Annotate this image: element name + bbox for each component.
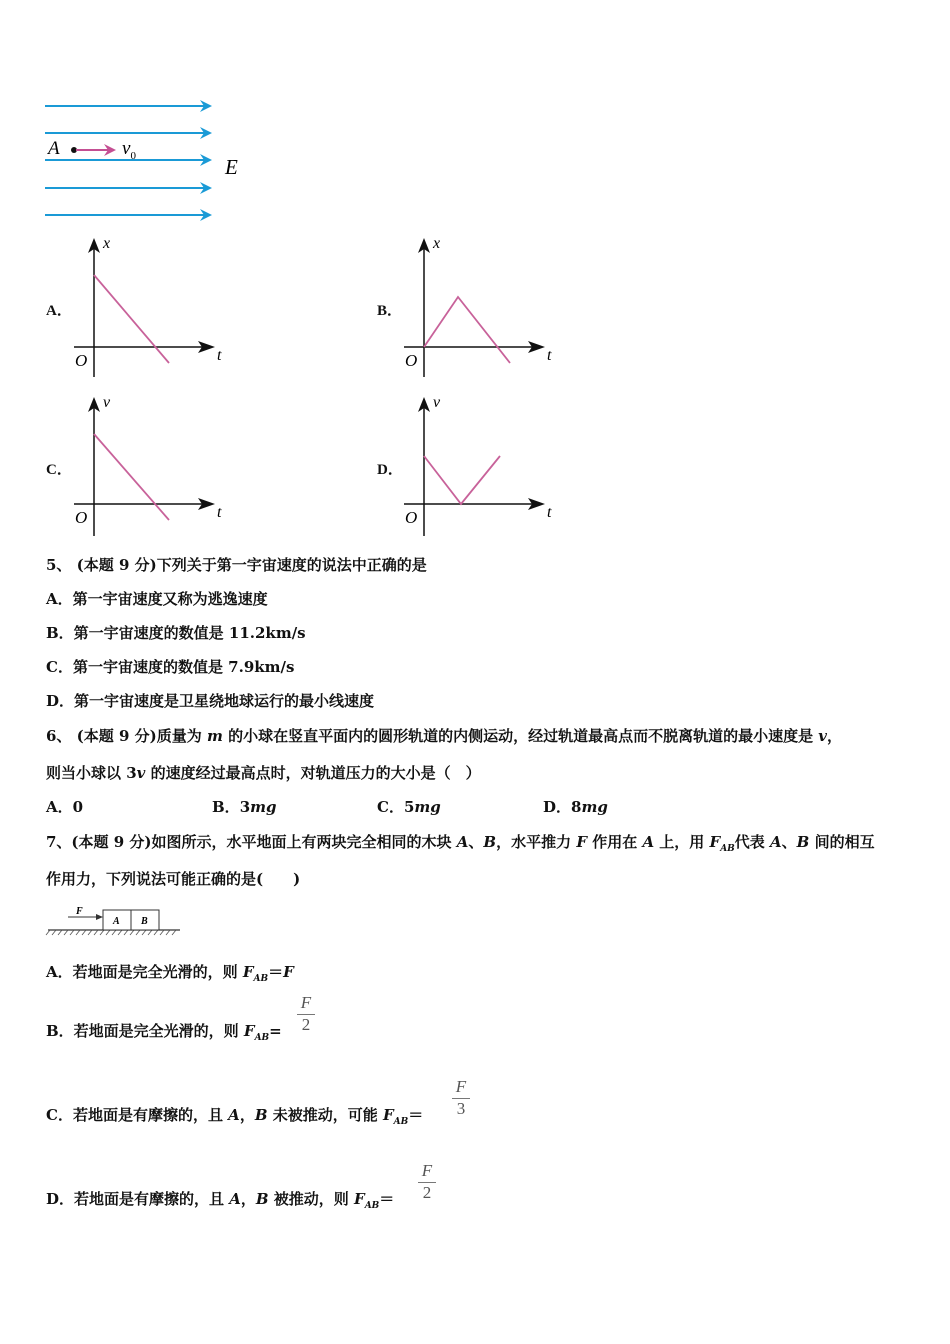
q7-option-b-fraction: $\frac{F}{2}$: [297, 993, 315, 1035]
svg-text:t: t: [217, 504, 222, 521]
svg-text:B: B: [141, 916, 148, 927]
svg-text:O: O: [405, 508, 418, 527]
electric-field-figure: [40, 92, 260, 232]
svg-text:O: O: [75, 508, 88, 527]
blocks-figure: [44, 902, 184, 938]
graph-option-d[interactable]: [400, 392, 560, 540]
q7-stem-line1: 7、(本题 9 分)如图所示，水平地面上有两块完全相同的木块 A、B，水平推力 F 作用在 A 上，用 $F_{AB}$代表 A、B 间的相互: [46, 833, 875, 854]
svg-text:v: v: [433, 394, 441, 411]
q6-stem-line1: 6、 (本题 9 分)质量为 m 的小球在竖直平面内的圆形轨道的内侧运动，经过轨道最高点而不脱离轨道的最小速度是 v，: [46, 727, 843, 745]
svg-text:t: t: [217, 347, 222, 364]
svg-text:O: O: [405, 351, 418, 370]
velocity-label: $v_0$: [122, 138, 136, 162]
graph-a-line: [94, 275, 169, 363]
graph-b-line: [424, 297, 510, 363]
field-lines: [45, 106, 210, 215]
svg-text:t: t: [547, 504, 552, 521]
svg-text:F: F: [76, 906, 83, 917]
svg-text:x: x: [103, 235, 111, 252]
svg-text:A: A: [113, 916, 120, 927]
svg-text:v: v: [103, 394, 111, 411]
graph-c-line: [94, 434, 169, 520]
q7-option-d[interactable]: D．若地面是有摩擦的，且 A，B 被推动，则 $F_{AB}=$: [46, 1190, 395, 1211]
graph-option-a[interactable]: [70, 233, 230, 381]
q4-option-b-label[interactable]: B．: [377, 303, 403, 319]
q6-option-a[interactable]: A．0: [46, 798, 84, 816]
q4-option-c-label[interactable]: C．: [46, 462, 72, 478]
svg-text:t: t: [547, 347, 552, 364]
q5-stem: 5、 (本题 9 分)下列关于第一宇宙速度的说法中正确的是: [46, 556, 427, 574]
q5-option-a[interactable]: A．第一宇宙速度又称为逃逸速度: [46, 590, 268, 608]
q5-option-d[interactable]: D．第一宇宙速度是卫星绕地球运行的最小线速度: [46, 692, 375, 710]
point-label: A: [48, 138, 60, 159]
q6-option-b[interactable]: B．3mg: [212, 798, 277, 816]
q7-stem-line2: 作用力，下列说法可能正确的是( ): [46, 870, 301, 888]
q6-stem-line2: 则当小球以 3v 的速度经过最高点时，对轨道压力的大小是（ ）: [46, 764, 481, 782]
q7-option-b[interactable]: B．若地面是完全光滑的，则 $F_{AB}=$: [46, 1022, 282, 1043]
q4-option-a-label[interactable]: A．: [46, 303, 72, 319]
q7-option-c[interactable]: C．若地面是有摩擦的，且 A，B 未被推动，可能 $F_{AB}=$: [46, 1106, 424, 1127]
graph-option-b[interactable]: [400, 233, 560, 381]
q6-option-c[interactable]: C．5mg: [377, 798, 441, 816]
q7-option-d-fraction: $\frac{F}{2}$: [418, 1161, 436, 1203]
graph-d-line: [424, 456, 500, 504]
svg-text:O: O: [75, 351, 88, 370]
q7-option-c-fraction: $\frac{F}{3}$: [452, 1077, 470, 1119]
q5-option-c[interactable]: C．第一宇宙速度的数值是 7.9km/s: [46, 658, 295, 676]
q4-option-d-label[interactable]: D．: [377, 462, 403, 478]
graph-option-c[interactable]: [70, 392, 230, 540]
q5-option-b[interactable]: B．第一宇宙速度的数值是 11.2km/s: [46, 624, 306, 642]
q7-option-a[interactable]: A．若地面是完全光滑的，则 $F_{AB}=F$: [46, 963, 294, 984]
svg-text:x: x: [433, 235, 441, 252]
field-label: E: [225, 155, 238, 179]
q6-option-d[interactable]: D．8mg: [543, 798, 608, 816]
